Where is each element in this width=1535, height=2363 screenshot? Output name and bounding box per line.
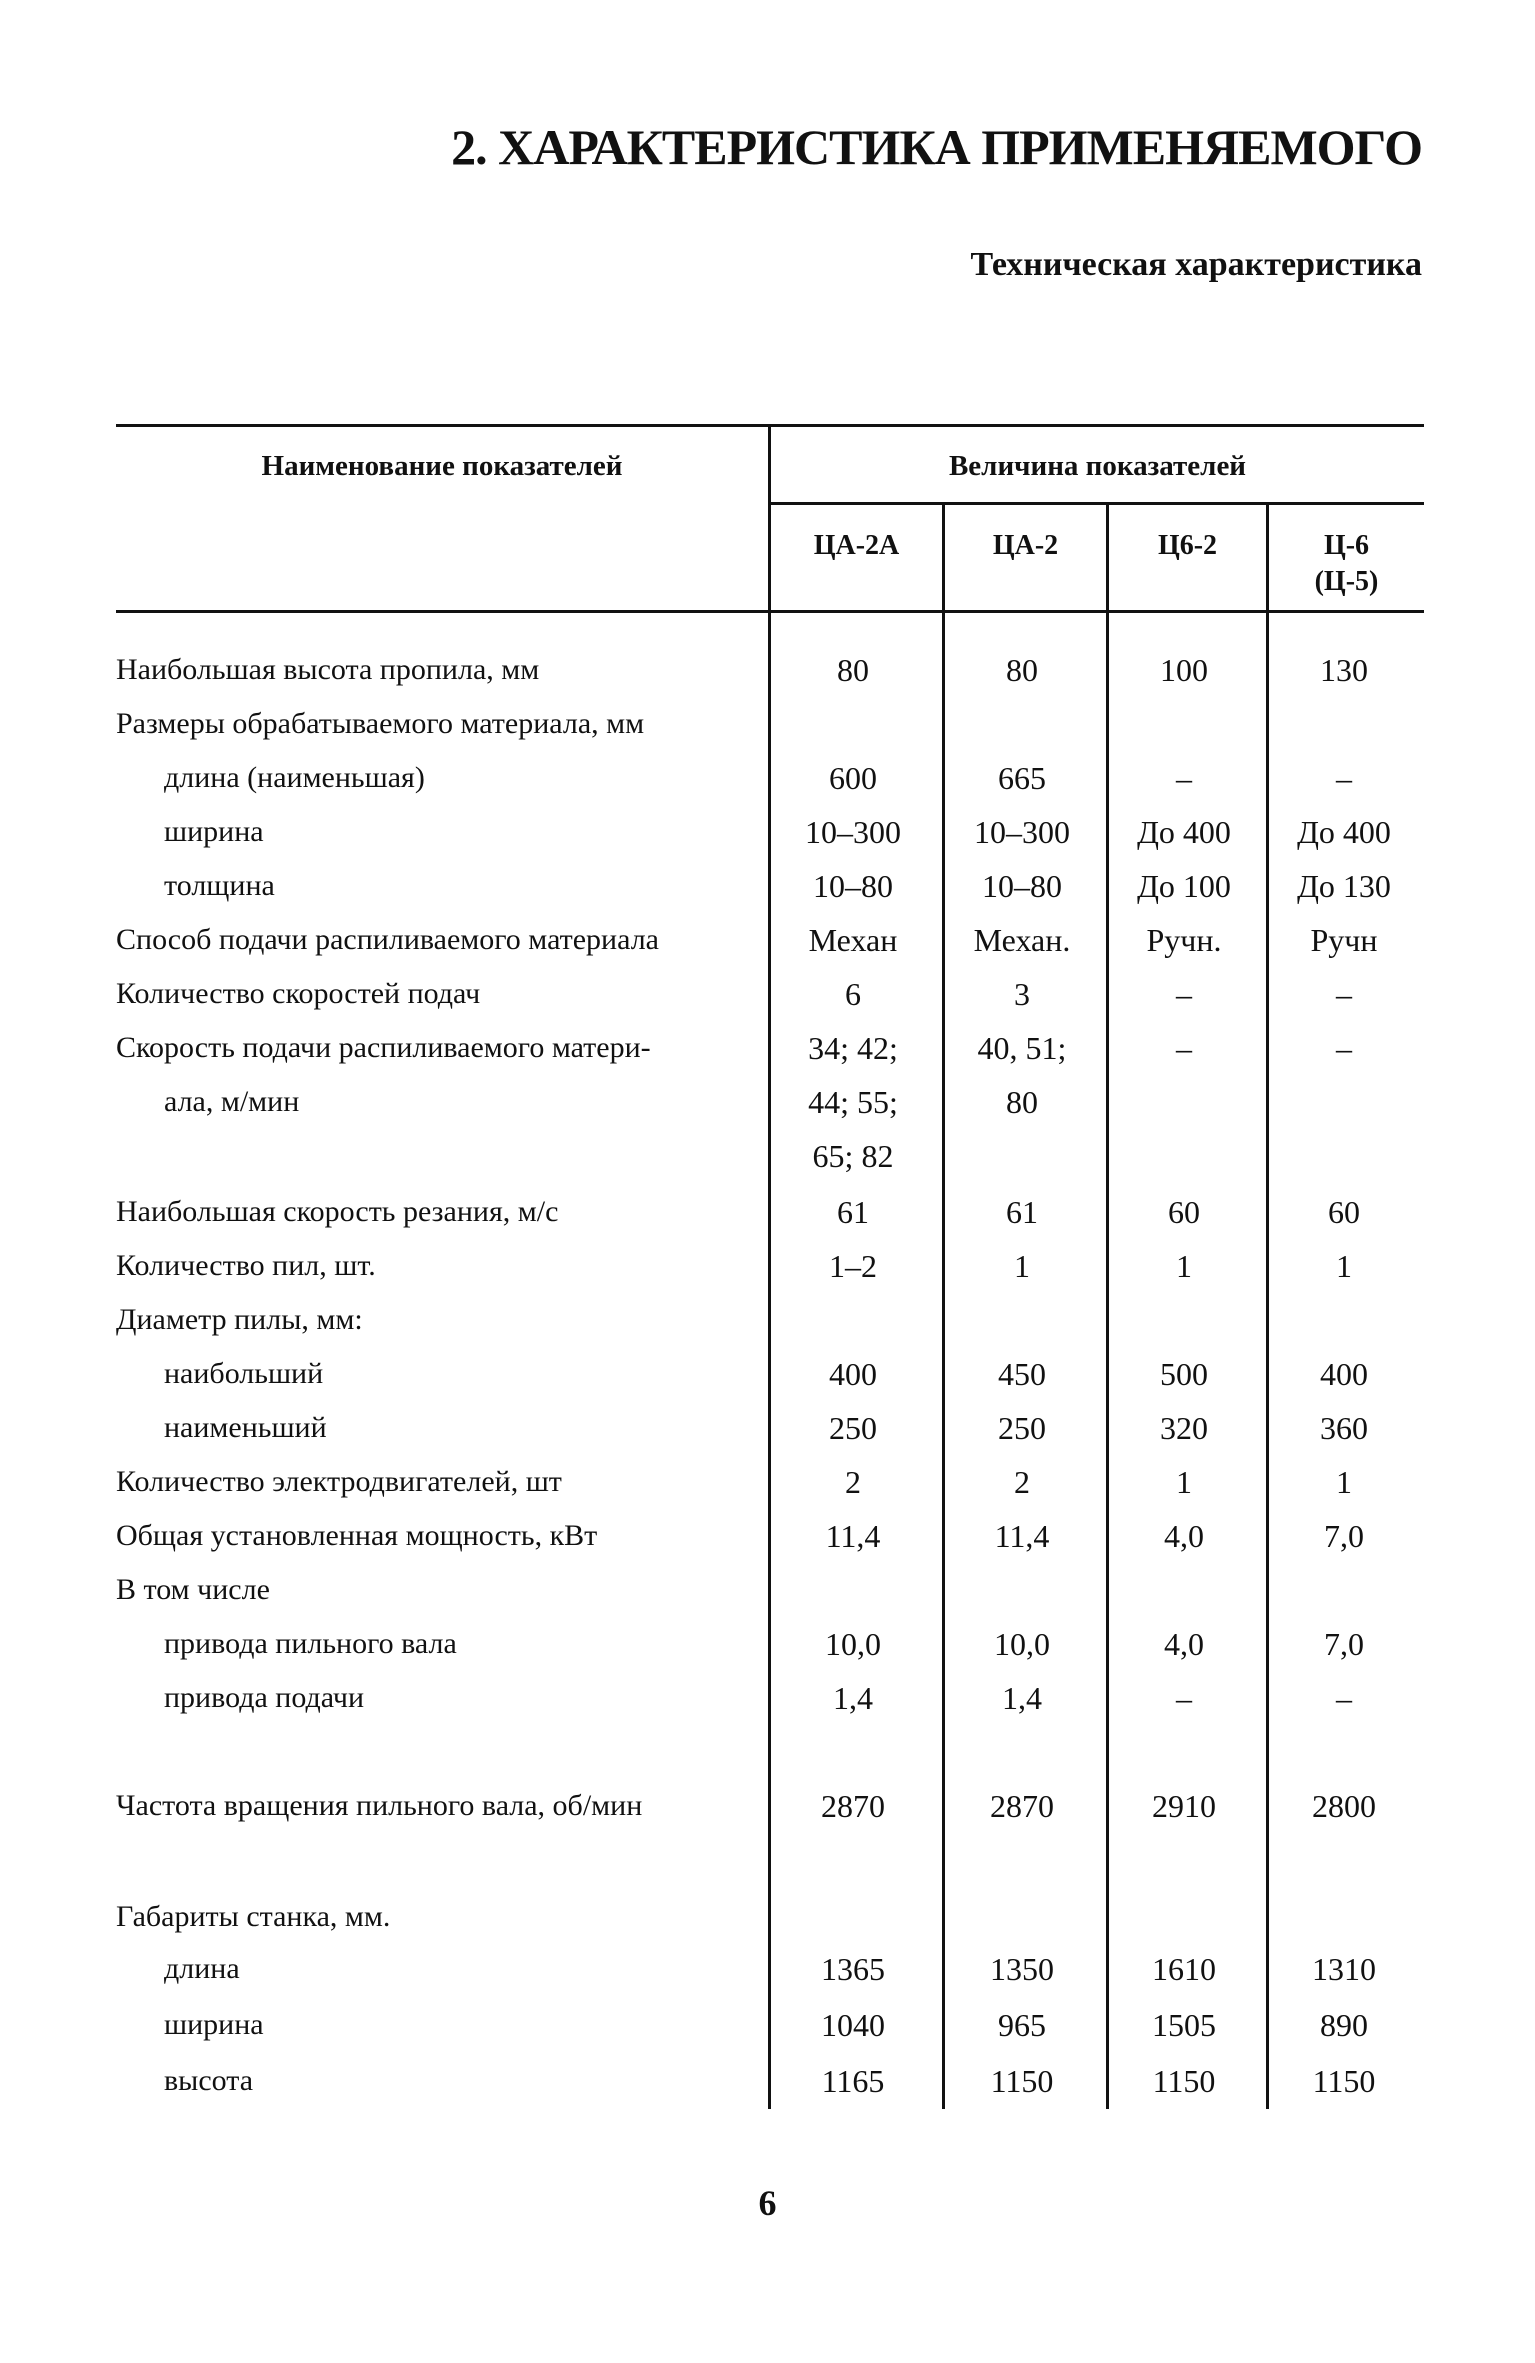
table-row <box>116 1131 1424 1181</box>
row-value: 11,4 <box>825 1517 881 1554</box>
row-value: 2 <box>1014 1463 1030 1500</box>
row-value: 60 <box>1328 1193 1360 1230</box>
row-label: Размеры обрабатываемого материала, мм <box>116 707 645 740</box>
row-value: 7,0 <box>1324 1517 1364 1554</box>
row-value: 250 <box>829 1409 877 1446</box>
row-value: 1 <box>1014 1247 1030 1284</box>
row-label: Диаметр пилы, мм: <box>116 1303 363 1336</box>
row-value: 10–80 <box>982 867 1062 904</box>
table-caption: Техническая характеристика <box>970 246 1422 283</box>
table-row <box>116 2000 1424 2050</box>
row-value: 450 <box>998 1355 1046 1392</box>
table-row <box>116 915 1424 965</box>
page-number: 6 <box>758 2183 777 2223</box>
row-label: толщина <box>164 869 275 902</box>
row-label: ширина <box>164 2008 264 2041</box>
row-value: 80 <box>1006 651 1038 688</box>
table-row <box>116 807 1424 857</box>
row-value: 1150 <box>1152 2062 1216 2099</box>
row-value: 1150 <box>990 2062 1054 2099</box>
row-value: 61 <box>1006 1193 1038 1230</box>
row-value: До 400 <box>1297 813 1391 850</box>
row-label: Способ подачи распиливаемого материала <box>116 923 659 956</box>
table-row <box>116 1619 1424 1669</box>
table-row <box>116 969 1424 1019</box>
row-value: 34; 42; <box>808 1029 898 1066</box>
row-value: 1 <box>1336 1247 1352 1284</box>
row-value: 6 <box>845 975 861 1012</box>
row-value: 1 <box>1176 1247 1192 1284</box>
row-label: В том числе <box>116 1573 270 1606</box>
row-value: Ручн. <box>1146 921 1222 958</box>
table-row <box>116 1892 1424 1942</box>
row-value: 10,0 <box>825 1625 881 1662</box>
row-value: 80 <box>837 651 869 688</box>
table-row <box>116 699 1424 749</box>
table-row <box>116 1673 1424 1723</box>
row-value: До 130 <box>1297 867 1391 904</box>
row-value: 600 <box>829 759 877 796</box>
table-row <box>116 2056 1424 2106</box>
page-title: 2. ХАРАКТЕРИСТИКА ПРИМЕНЯЕМОГО <box>451 119 1422 175</box>
row-value: – <box>1176 1029 1192 1066</box>
row-value: 360 <box>1320 1409 1368 1446</box>
row-value: Ручн <box>1310 921 1378 958</box>
table-row <box>116 753 1424 803</box>
row-value: – <box>1176 759 1192 796</box>
row-value: 1,4 <box>833 1679 873 1716</box>
row-value: 4,0 <box>1164 1625 1204 1662</box>
values-header: Величина показателей <box>948 450 1247 482</box>
table-row <box>116 1781 1424 1831</box>
row-value: 250 <box>998 1409 1046 1446</box>
row-label: Скорость подачи распиливаемого матери- <box>116 1031 651 1064</box>
row-value: 1150 <box>1312 2062 1376 2099</box>
row-label: Наибольшая скорость резания, м/с <box>116 1195 559 1228</box>
row-value: 2 <box>845 1463 861 1500</box>
row-value: 1–2 <box>829 1247 877 1284</box>
row-label: длина <box>164 1952 240 1985</box>
row-value: – <box>1176 1679 1192 1716</box>
column-header: Ц-6 (Ц-5) <box>1314 530 1379 597</box>
row-value: Механ. <box>973 921 1071 958</box>
table-row <box>116 1077 1424 1127</box>
row-value: 10–300 <box>974 813 1070 850</box>
table-row <box>116 1403 1424 1453</box>
table-row <box>116 1457 1424 1507</box>
row-value: До 400 <box>1137 813 1231 850</box>
row-label: привода пильного вала <box>164 1627 457 1660</box>
param-header: Наименование показателей <box>261 450 623 482</box>
table-row <box>116 1295 1424 1345</box>
row-label: Количество пил, шт. <box>116 1249 376 1282</box>
row-label: наименьший <box>164 1411 327 1444</box>
row-value: 2870 <box>990 1787 1054 1824</box>
row-value: 1350 <box>990 1950 1054 1987</box>
row-value: Механ <box>808 921 898 958</box>
row-value: 10–80 <box>813 867 893 904</box>
row-label: наибольший <box>164 1357 324 1390</box>
row-value: 100 <box>1160 651 1208 688</box>
column-header: ЦА-2 <box>992 530 1059 561</box>
row-value: – <box>1336 759 1352 796</box>
row-value: – <box>1336 1679 1352 1716</box>
row-value: 400 <box>1320 1355 1368 1392</box>
row-value: 2870 <box>821 1787 885 1824</box>
row-value: 61 <box>837 1193 869 1230</box>
row-value: 1040 <box>821 2006 885 2043</box>
row-value: 60 <box>1168 1193 1200 1230</box>
row-value: До 100 <box>1137 867 1231 904</box>
row-value: 1165 <box>821 2062 885 2099</box>
row-value: 320 <box>1160 1409 1208 1446</box>
row-value: 400 <box>829 1355 877 1392</box>
row-label: Частота вращения пильного вала, об/мин <box>116 1789 643 1822</box>
column-header: ЦА-2А <box>813 530 900 561</box>
row-value: – <box>1336 975 1352 1012</box>
table-row <box>116 1349 1424 1399</box>
row-value: 3 <box>1014 975 1030 1012</box>
row-label: ширина <box>164 815 264 848</box>
row-label: Количество электродвигателей, шт <box>116 1465 562 1498</box>
table-row <box>116 1187 1424 1237</box>
row-label: Общая установленная мощность, кВт <box>116 1519 598 1552</box>
row-value: 7,0 <box>1324 1625 1364 1662</box>
table-row <box>116 1241 1424 1291</box>
row-value: – <box>1176 975 1192 1012</box>
table-row <box>116 1944 1424 1994</box>
row-value: 80 <box>1006 1083 1038 1120</box>
row-value: 40, 51; <box>977 1029 1067 1066</box>
row-label: Габариты станка, мм. <box>116 1900 391 1933</box>
row-value: 1 <box>1176 1463 1192 1500</box>
row-value: 2910 <box>1152 1787 1216 1824</box>
row-label: длина (наименьшая) <box>164 761 425 794</box>
spec-table <box>116 424 1424 2109</box>
row-value: 1505 <box>1152 2006 1216 2043</box>
row-label: Количество скоростей подач <box>116 977 481 1010</box>
row-value: 44; 55; <box>808 1083 898 1120</box>
row-value: 2800 <box>1312 1787 1376 1824</box>
row-value: 965 <box>998 2006 1046 2043</box>
table-row <box>116 1511 1424 1561</box>
table-row <box>116 861 1424 911</box>
row-value: 4,0 <box>1164 1517 1204 1554</box>
row-value: – <box>1336 1029 1352 1066</box>
row-value: 1 <box>1336 1463 1352 1500</box>
row-label: высота <box>164 2064 254 2097</box>
row-value: 1365 <box>821 1950 885 1987</box>
table-row <box>116 645 1424 695</box>
row-label: ала, м/мин <box>164 1085 300 1118</box>
row-label: Наибольшая высота пропила, мм <box>116 653 540 686</box>
row-value: 500 <box>1160 1355 1208 1392</box>
table-row <box>116 1565 1424 1615</box>
row-value: 65; 82 <box>812 1137 894 1174</box>
row-value: 890 <box>1320 2006 1368 2043</box>
row-value: 665 <box>998 759 1046 796</box>
row-value: 130 <box>1320 651 1368 688</box>
table-row <box>116 1023 1424 1073</box>
row-value: 10–300 <box>805 813 901 850</box>
row-value: 10,0 <box>994 1625 1050 1662</box>
row-label: привода подачи <box>164 1681 364 1714</box>
row-value: 11,4 <box>994 1517 1050 1554</box>
column-header: Ц6-2 <box>1157 530 1218 561</box>
subheader-rule <box>770 502 1424 505</box>
row-value: 1310 <box>1312 1950 1376 1987</box>
row-value: 1610 <box>1152 1950 1216 1987</box>
row-value: 1,4 <box>1002 1679 1042 1716</box>
